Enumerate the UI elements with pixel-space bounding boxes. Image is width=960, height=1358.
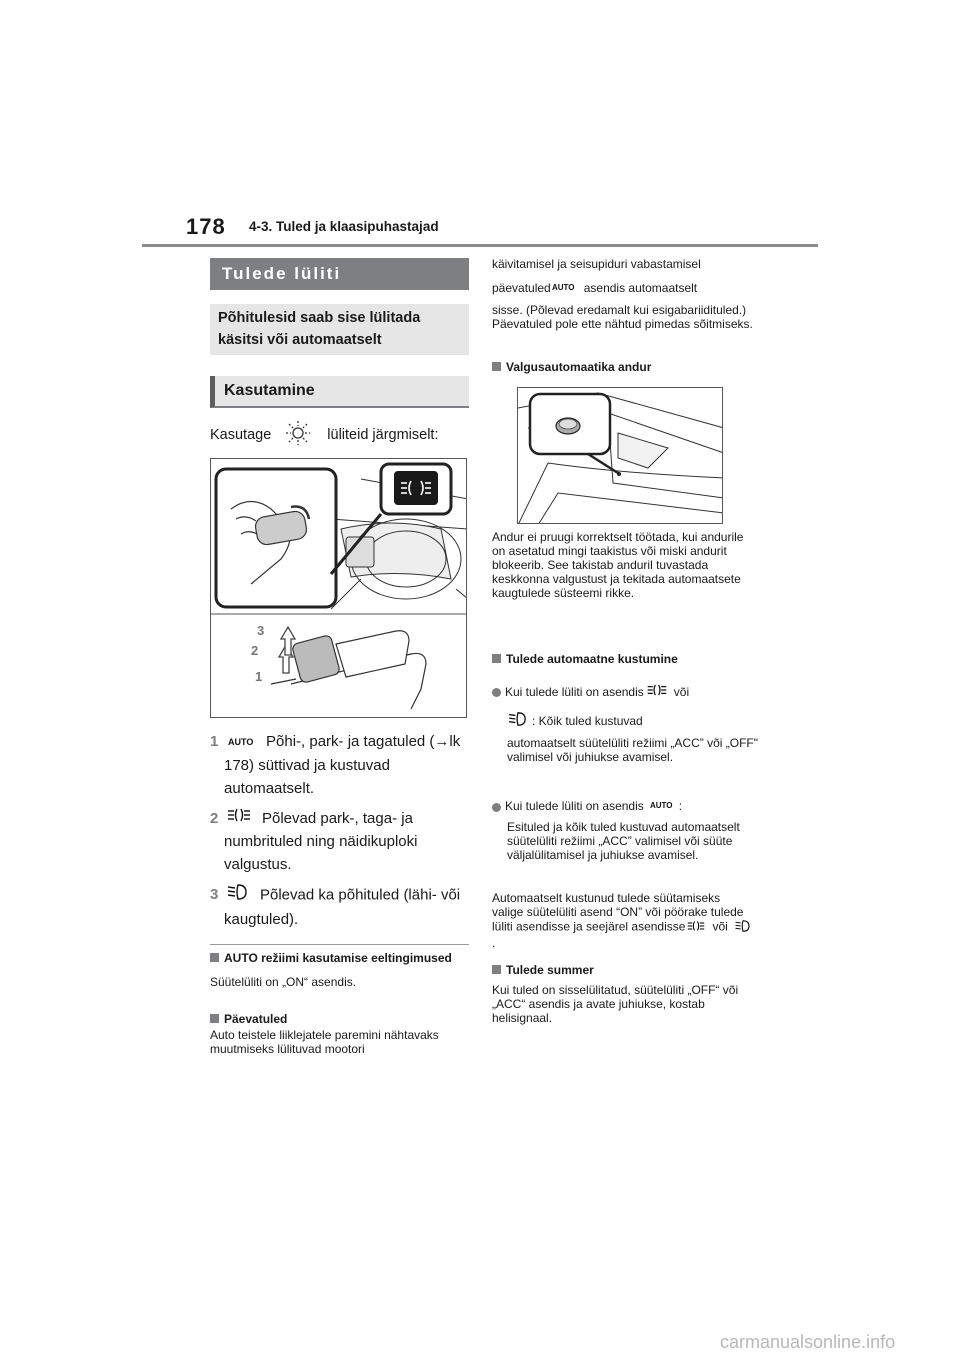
light-switch-icon (285, 420, 311, 450)
square-bullet-icon (210, 953, 219, 962)
step-number: 2 (210, 809, 219, 827)
daylight-cont-line1: käivitamisel ja seisupiduri vabastamisel (492, 257, 701, 271)
daylight-cont-line2: päevatuled AUTO asendis automaatselt (492, 281, 698, 295)
relight-text: Automaatselt kustunud tulede süütamiseks valige süütelüliti asend “ON” või pöörake tulede lüliti asendisse ja seejärel asendisse või. (492, 891, 754, 950)
bullet-auto-off-2: Kui tulede lüliti on asendis AUTO : (492, 799, 754, 813)
round-bullet-icon (492, 688, 501, 697)
notes-separator (210, 944, 469, 945)
light-switch-figure (210, 458, 467, 718)
note-auto-off-title: Tulede automaatne kustumine (492, 652, 754, 666)
note-title: AUTO režiimi kasutamise eeltingimused (224, 951, 452, 965)
note-text: Auto teistele liiklejatele paremini nähtavaks muutmiseks lülituvad mootori (210, 1028, 439, 1056)
note-daylights (210, 1012, 476, 1056)
note-auto-conditions (210, 951, 472, 989)
parking-light-icon (226, 807, 252, 830)
note-text: Kui tuled on sisselülitatud, süütelüliti „OFF“ või „ACC“ asendis ja avate juhiukse, kostab helisignaal. (492, 983, 739, 1025)
watermark: carmanualsonline.info (720, 1332, 896, 1352)
svg-text:AUTO: AUTO (228, 736, 254, 747)
section-title: 4-3. Tuled ja klaasipuhastajad (249, 219, 439, 234)
usage-suffix: lüliteid järgmiselt: (327, 427, 439, 443)
light-sensor-figure (517, 387, 723, 524)
daylight-cont-text: sisse. (Põlevad eredamalt kui esigabariidituled.) Päevatuled pole ette nähtud pimedas sõitmiseks. (492, 303, 753, 331)
square-bullet-icon (210, 1014, 219, 1023)
step-text: Põhi-, park- ja tagatuled (→lk 178) süttivad ja kustuvad automaatselt. (224, 733, 461, 797)
note-sensor-title: Valgusautomaatika andur (492, 360, 754, 374)
square-bullet-icon (492, 362, 501, 371)
round-bullet-icon (492, 803, 501, 812)
note-buzzer: Tulede summer Kui tuled on sisselülitatud, süütelüliti „OFF“ või „ACC“ asendis ja avate juhiukse, kostab helisignaal. (492, 963, 754, 1025)
bullet-auto-off-1-cont: : Kõik tuled kustuvad (507, 711, 757, 730)
step-text: Põlevad park-, taga- ja numbrituled ning näidikuploki valgustus. (224, 809, 418, 874)
figure-label-3: 3 (257, 623, 265, 638)
usage-line (210, 420, 439, 450)
parking-light-icon (646, 683, 668, 700)
svg-text:AUTO: AUTO (649, 801, 673, 810)
page-number: 178 (186, 214, 226, 239)
auto-icon (650, 799, 676, 813)
square-bullet-icon (492, 965, 501, 974)
note-text: Süütelüliti on „ON“ asendis. (210, 975, 357, 989)
square-bullet-icon (492, 654, 501, 663)
step-item (210, 807, 472, 877)
headlight-icon (507, 711, 529, 730)
step-item (210, 730, 472, 800)
intro-box: Põhitulesid saab sise lülitada käsitsi või automaatselt (210, 304, 469, 355)
parking-light-icon (686, 920, 706, 935)
main-heading: Tulede lüliti (210, 258, 469, 290)
usage-heading: Kasutamine (210, 376, 469, 408)
usage-prefix: Kasutage (210, 427, 272, 443)
step-number: 1 (210, 733, 219, 750)
sensor-text: Andur ei pruugi korrektselt töötada, kui andurile on asetatud mingi taakistus või miski andurit blokeerib. See takistab anduril tuvastada keskkonna valgustust ja tekitada automaatsete kaugtulede süsteemi rikke. (492, 530, 744, 600)
svg-text:AUTO: AUTO (551, 283, 575, 292)
auto-icon (552, 281, 578, 295)
figure-label-1: 1 (255, 669, 263, 684)
headlight-icon (734, 919, 752, 936)
note-title: Päevatuled (224, 1012, 288, 1026)
step-number: 3 (210, 886, 219, 904)
step-item (210, 883, 472, 931)
bullet-auto-off-2-text: Esituled ja kõik tuled kustuvad automaatselt süütelüliti režiimi „ACC” valimisel või süüte väljalülitamisel ja juhiukse avamisel. (507, 820, 740, 862)
step-text: Põlevad ka põhituled (lähi- või kaugtuled). (224, 886, 461, 929)
headlight-icon (226, 883, 250, 908)
header-rule (142, 244, 818, 247)
bullet-auto-off-1: Kui tulede lüliti on asendis või (492, 683, 754, 700)
bullet-auto-off-1-text: automaatselt süütelüliti režiimi „ACC” või „OFF" valimisel või juhiukse avamisel. (507, 736, 758, 764)
figure-label-2: 2 (251, 643, 259, 658)
auto-icon (226, 731, 256, 754)
step-list (210, 730, 472, 938)
